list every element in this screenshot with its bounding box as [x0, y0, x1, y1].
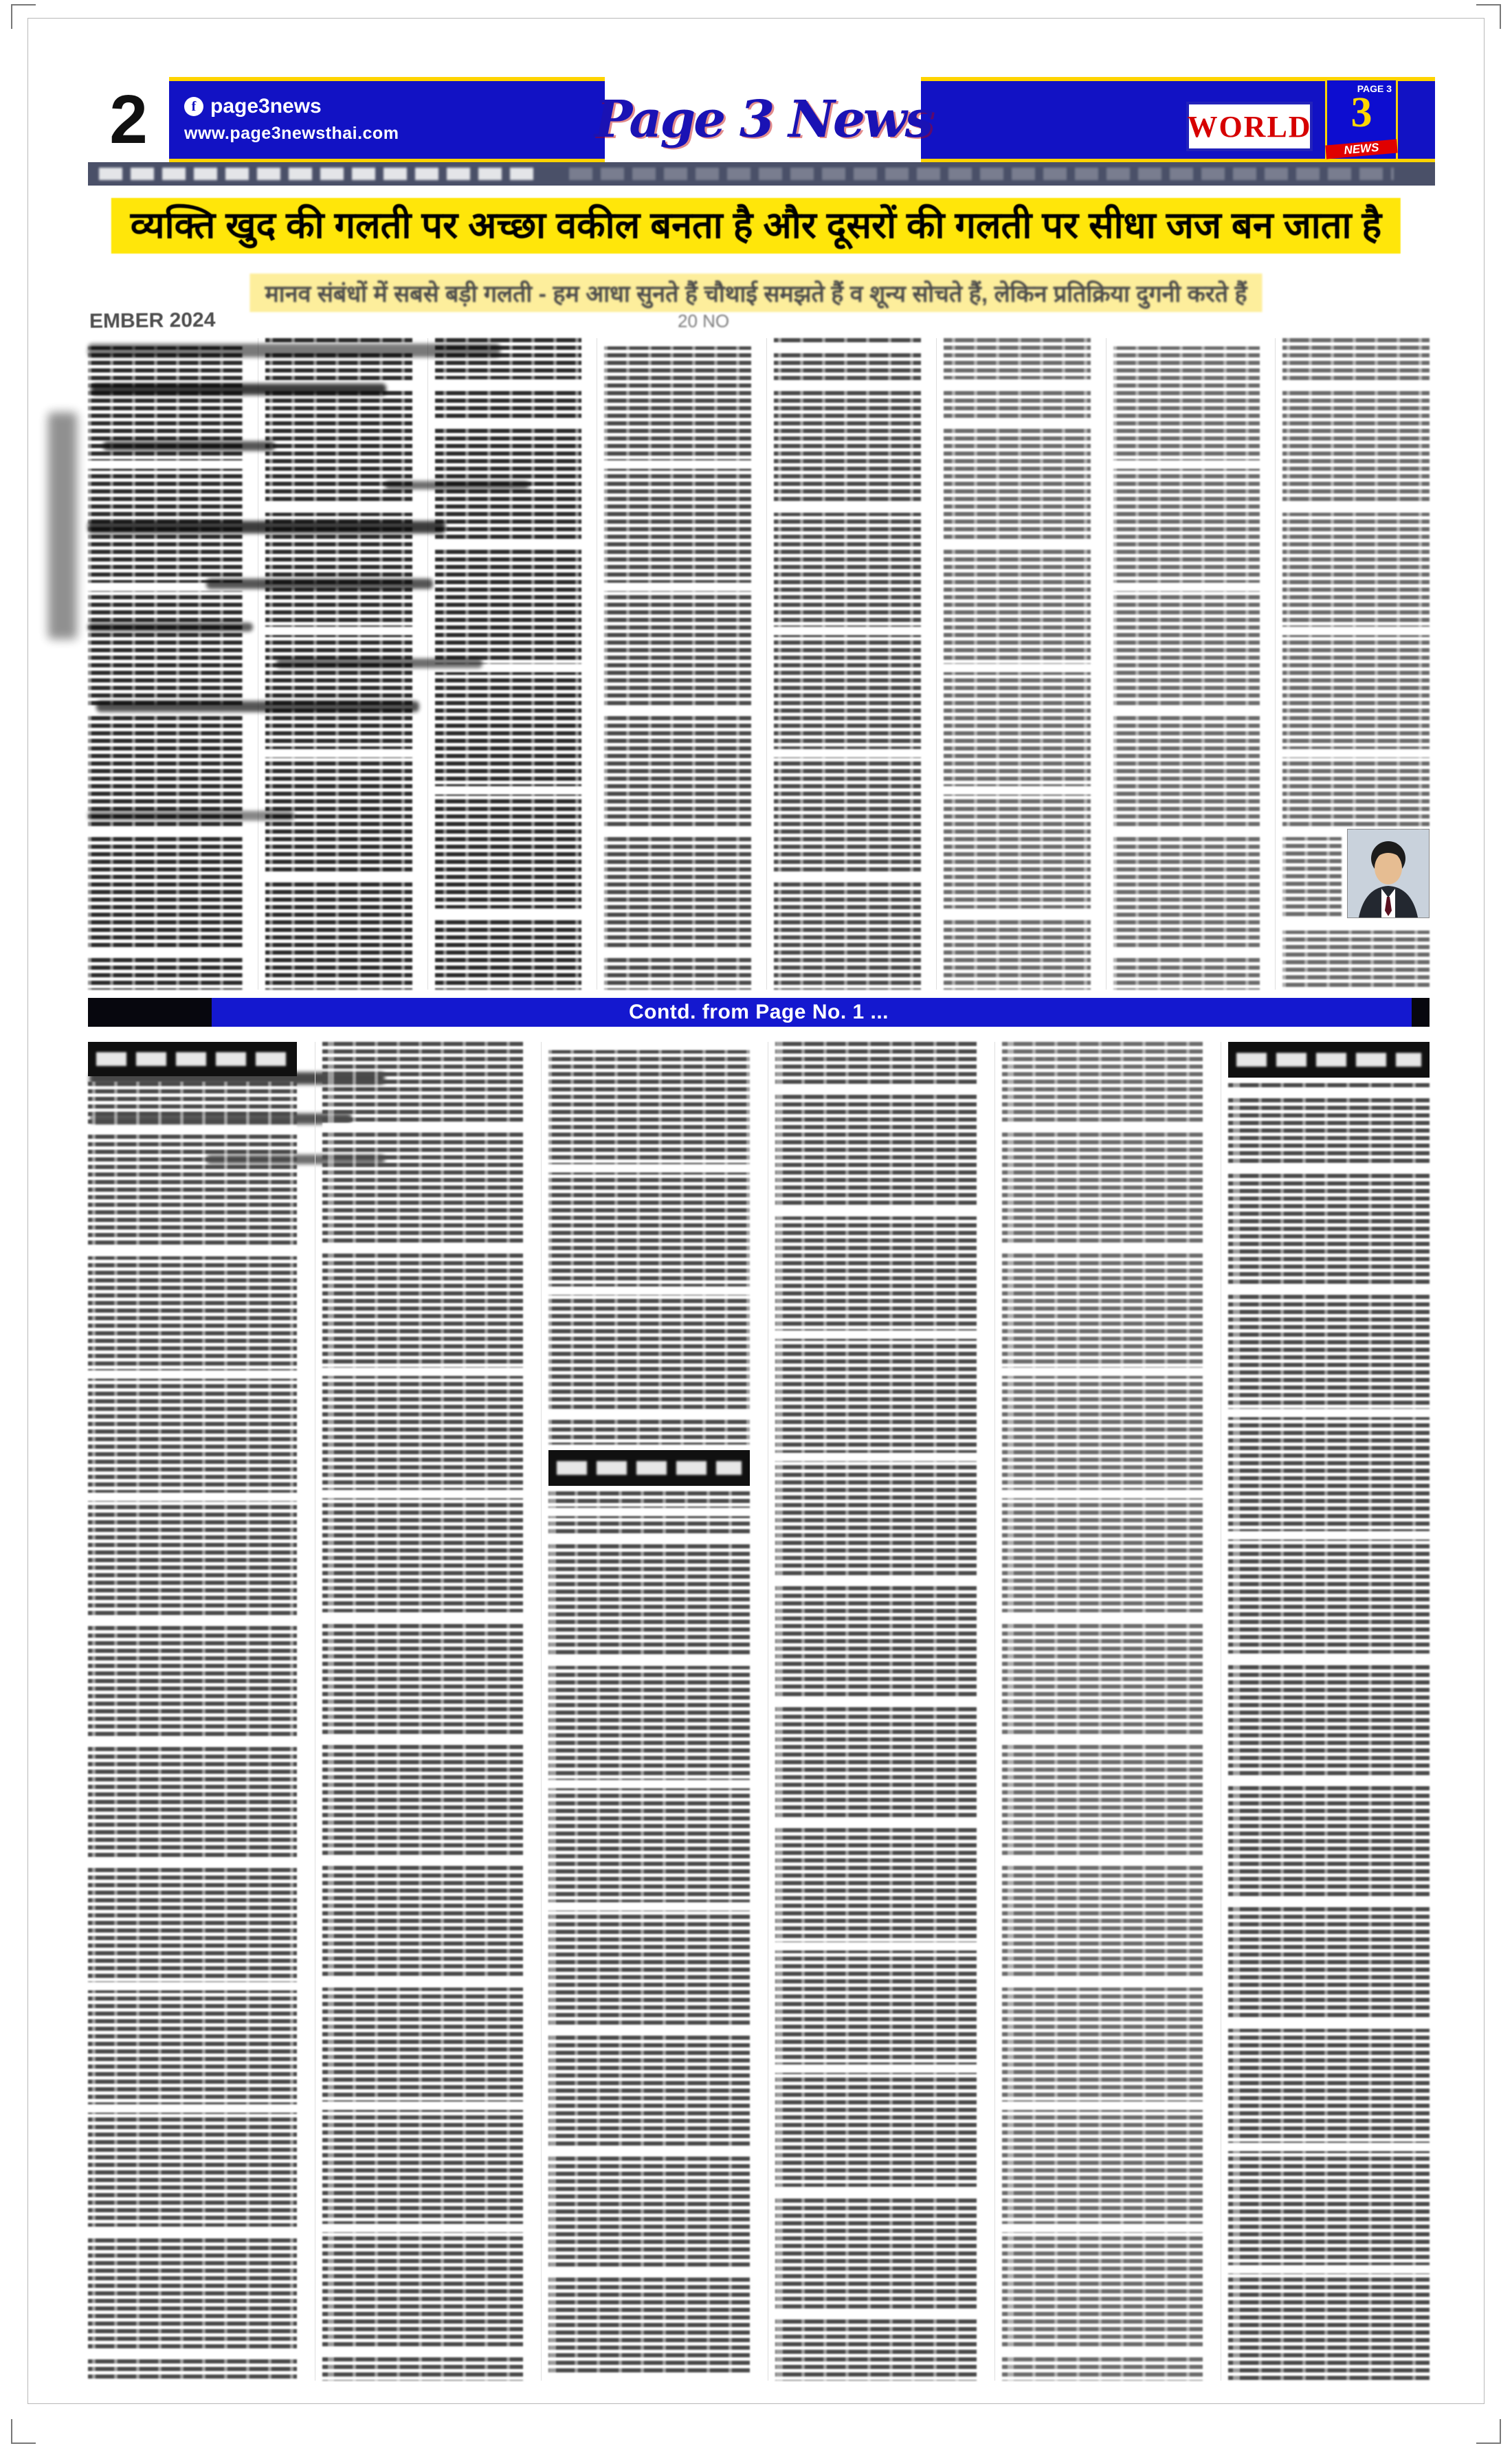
ink-smudge	[88, 521, 445, 533]
article-column	[768, 1042, 977, 2381]
ink-smudge	[88, 344, 500, 357]
article-columns-bottom	[88, 1042, 1430, 2381]
crop-mark	[11, 4, 36, 29]
article-headline-box	[1228, 1042, 1430, 1078]
headline-main: व्यक्ति खुद की गलती पर अच्छा वकील बनता है और दूसरों की गलती पर सीधा जज बन जाता है	[111, 198, 1401, 254]
logo-numeral: 3	[1350, 89, 1372, 136]
crop-mark	[11, 2419, 36, 2444]
brand-name: page3news	[210, 95, 322, 118]
author-photo-row	[1282, 829, 1430, 917]
website-url: www.page3newsthai.com	[184, 124, 399, 143]
illegible-text-block	[548, 1491, 750, 2375]
section-label: WORLD	[1186, 102, 1313, 151]
illegible-text-block	[1002, 1042, 1203, 2381]
illegible-text-block	[1228, 1083, 1430, 2381]
ink-smudge	[206, 579, 433, 589]
article-headline-box	[548, 1450, 750, 1486]
illegible-headline-text	[1236, 1053, 1421, 1067]
illegible-text-block	[604, 338, 751, 990]
ghost-date-fragment: EMBER 2024	[89, 309, 216, 333]
crop-mark	[1476, 4, 1501, 29]
logo-page3-text: PAGE 3	[1357, 83, 1392, 94]
illegible-headline-text	[96, 1052, 289, 1066]
brand-block	[184, 95, 399, 144]
illegible-text-block	[88, 338, 243, 990]
article-column	[1275, 338, 1430, 990]
illegible-text-block	[774, 338, 921, 990]
illegible-text-block	[944, 338, 1091, 990]
article-column	[315, 1042, 524, 2381]
article-column	[1221, 1042, 1430, 2381]
article-headline-box	[88, 1042, 297, 1076]
masthead-panel	[594, 77, 932, 162]
continuation-label: Contd. from Page No. 1 ...	[628, 1001, 889, 1023]
page-number: 2	[88, 77, 169, 162]
ink-smudge	[103, 441, 275, 451]
facebook-icon: f	[184, 97, 203, 116]
logo-news-ribbon: NEWS	[1325, 140, 1397, 159]
continuation-bar	[88, 998, 1430, 1027]
crop-mark	[1476, 2419, 1501, 2444]
ink-smudge	[91, 383, 386, 395]
article-column	[88, 1042, 297, 2381]
ink-smudge	[48, 412, 77, 639]
illegible-dateline-text	[569, 168, 1394, 180]
brand-logo	[1325, 78, 1398, 161]
masthead-title: Page 3 News	[594, 90, 932, 149]
article-column	[994, 1042, 1203, 2381]
article-column	[766, 338, 921, 990]
illegible-dateline-text	[99, 168, 539, 180]
illegible-text-block	[1113, 338, 1260, 990]
article-column	[1106, 338, 1260, 990]
illegible-text-block	[1282, 922, 1430, 990]
ink-smudge	[88, 811, 294, 821]
headline-sub: मानव संबंधों में सबसे बड़ी गलती - हम आधा सुनते हैं चौथाई समझते हैं व शून्य सोचते हैं, लेकिन प्रतिक्रिया दुगनी करते हैं	[249, 274, 1262, 312]
illegible-text-block	[322, 1042, 524, 2381]
ink-smudge	[276, 658, 482, 668]
ghost-date-fragment: 20 NO	[678, 311, 730, 331]
article-column	[541, 1042, 750, 2381]
photo-caption	[1282, 829, 1342, 917]
author-photo	[1347, 829, 1430, 918]
ink-smudge	[96, 701, 419, 712]
article-column	[936, 338, 1091, 990]
illegible-text-block	[775, 1042, 977, 2381]
illegible-text-block	[1282, 338, 1430, 829]
illegible-headline-text	[557, 1461, 742, 1475]
article-column	[88, 338, 243, 990]
ink-smudge	[385, 481, 529, 489]
illegible-text-block	[548, 1042, 750, 1445]
illegible-text-block	[88, 1082, 297, 2381]
ink-smudge	[88, 623, 253, 632]
article-column	[597, 338, 751, 990]
dateline-strip	[88, 162, 1435, 186]
